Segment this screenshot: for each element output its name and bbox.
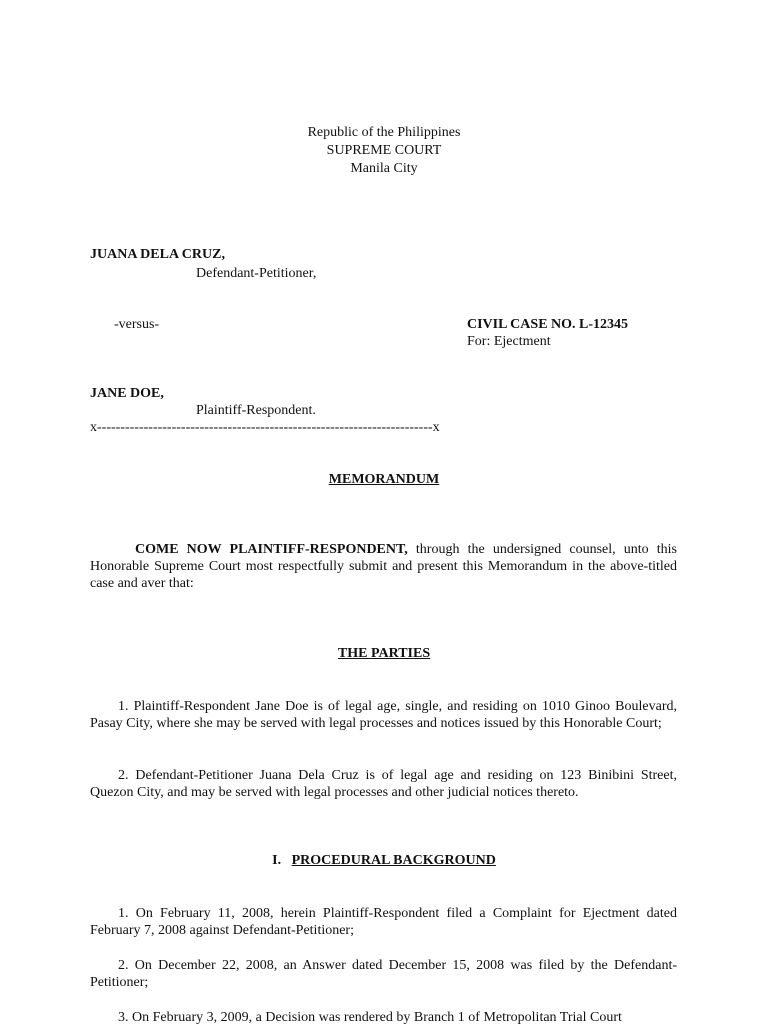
versus-label: -versus- [114,317,160,332]
background-item [90,957,677,991]
header-republic: Republic of the Philippines [307,125,461,140]
background-heading [0,853,768,869]
parties-item [90,767,677,801]
section-numeral: I. [272,853,282,868]
petitioner-name: JUANA DELA CRUZ, [90,247,225,262]
parties-heading: THE PARTIES [337,646,431,661]
item-number: 2. [118,958,129,973]
item-text: On December 22, 2008, an Answer dated December 15, 2008 was filed by the Defendant-Petitioner; [90,958,678,990]
item-number: 3. [118,1010,129,1025]
item-number: 1. [118,699,129,714]
parties-item [90,698,677,732]
header-city: Manila City [350,161,418,176]
intro-bold: COME NOW PLAINTIFF-RESPONDENT, [135,542,408,557]
respondent-name: JANE DOE, [90,386,164,401]
case-nature: For: Ejectment [467,334,551,349]
item-text: On February 3, 2009, a Decision was rendered by Branch 1 of Metropolitan Trial Court [132,1010,622,1025]
header-court: SUPREME COURT [326,143,442,158]
item-text: Plaintiff-Respondent Jane Doe is of legal age, single, and residing on 1010 Ginoo Boulevard, Pasay City, where she may be served with legal processes and notices issued by this Honorable Court; [90,699,677,731]
respondent-role: Plaintiff-Respondent. [196,403,316,418]
item-number: 1. [118,906,129,921]
intro-paragraph [90,541,677,592]
case-number: CIVIL CASE NO. L-12345 [467,317,629,332]
item-number: 2. [118,768,129,783]
item-text: Defendant-Petitioner Juana Dela Cruz is of legal age and residing on 123 Binibini Street, Quezon City, and may be served with legal processes and other judicial notices thereto. [90,768,678,800]
background-item [90,905,677,939]
document-title: MEMORANDUM [328,472,440,487]
intro-text: through the undersigned counsel, unto this Honorable Supreme Court most respectfully submit and present this Memorandum in the above-titled case and aver that: [90,542,677,591]
background-item [90,1009,677,1026]
petitioner-role: Defendant-Petitioner, [196,266,317,281]
item-text: On February 11, 2008, herein Plaintiff-Respondent filed a Complaint for Ejectment dated February 7, 2008 against Defendant-Petitioner; [90,906,677,938]
caption-separator: x------------------------------------------------------------------------x [90,420,440,435]
section-title: PROCEDURAL BACKGROUND [291,853,496,868]
